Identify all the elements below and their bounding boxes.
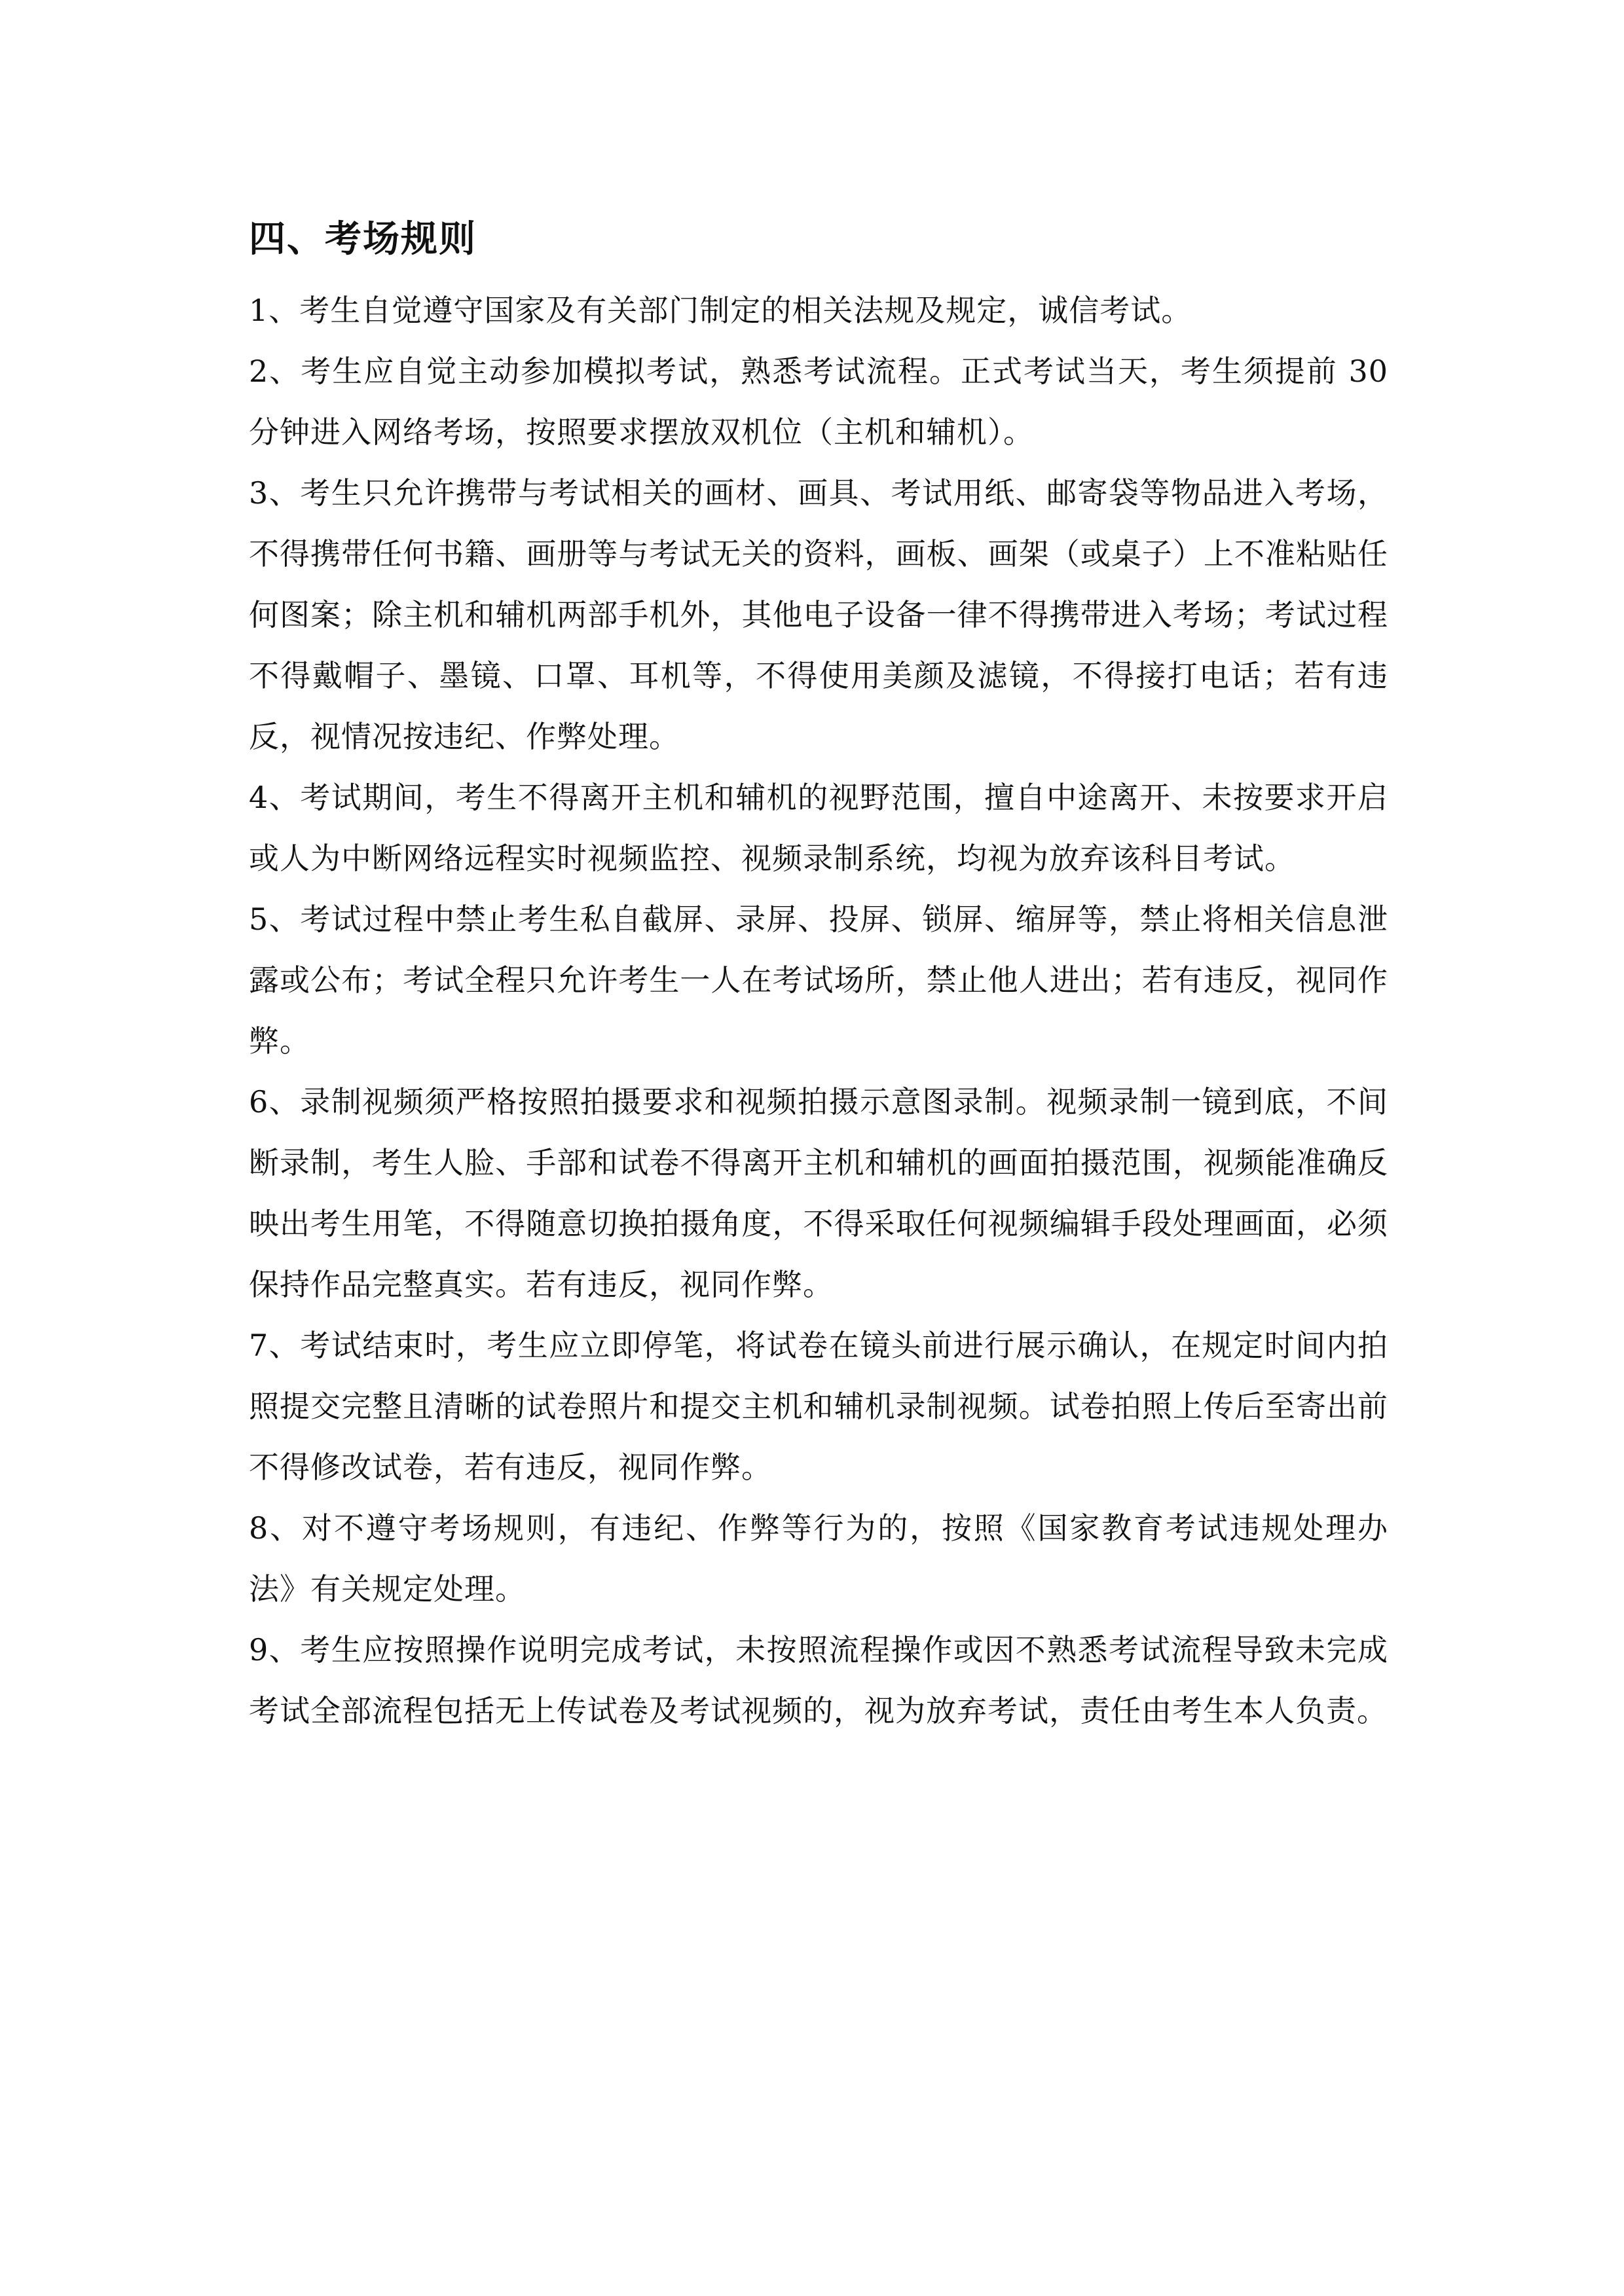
document-body	[249, 210, 1388, 1741]
rule-item-2: 2、考生应自觉主动参加模拟考试，熟悉考试流程。正式考试当天，考生须提前 30分钟进入网络考场，按照要求摆放双机位（主机和辅机）。	[249, 354, 1388, 450]
rule-item-1: 1、考生自觉遵守国家及有关部门制定的相关法规及规定，诚信考试。	[249, 293, 1192, 328]
rule-item-8: 8、对不遵守考场规则，有违纪、作弊等行为的，按照《国家教育考试违规处理办法》有关规定处理。	[249, 1510, 1388, 1607]
rule-item-6: 6、录制视频须严格按照拍摄要求和视频拍摄示意图录制。视频录制一镜到底，不间断录制，考生人脸、手部和试卷不得离开主机和辅机的画面拍摄范围，视频能准确反映出考生用笔，不得随意切换拍摄角度，不得采取任何视频编辑手段处理画面，必须保持作品完整真实。若有违反，视同作弊。	[249, 1084, 1388, 1302]
rule-item-9: 9、考生应按照操作说明完成考试，未按照流程操作或因不熟悉考试流程导致未完成考试全部流程包括无上传试卷及考试视频的，视为放弃考试，责任由考生本人负责。	[249, 1632, 1388, 1728]
rule-item-4: 4、考试期间，考生不得离开主机和辅机的视野范围，擅自中途离开、未按要求开启或人为中断网络远程实时视频监控、视频录制系统，均视为放弃该科目考试。	[249, 780, 1388, 876]
section-heading: 四、考场规则	[249, 217, 477, 261]
rule-item-5: 5、考试过程中禁止考生私自截屏、录屏、投屏、锁屏、缩屏等，禁止将相关信息泄露或公布；考试全程只允许考生一人在考试场所，禁止他人进出；若有违反，视同作弊。	[249, 902, 1388, 1059]
rule-item-3: 3、考生只允许携带与考试相关的画材、画具、考试用纸、邮寄袋等物品进入考场，不得携带任何书籍、画册等与考试无关的资料，画板、画架（或桌子）上不准粘贴任何图案；除主机和辅机两部手机外，其他电子设备一律不得携带进入考场；考试过程不得戴帽子、墨镜、口罩、耳机等，不得使用美颜及滤镜，不得接打电话；若有违反，视情况按违纪、作弊处理。	[249, 475, 1388, 754]
rule-item-7: 7、考试结束时，考生应立即停笔，将试卷在镜头前进行展示确认，在规定时间内拍照提交完整且清晰的试卷照片和提交主机和辅机录制视频。试卷拍照上传后至寄出前不得修改试卷，若有违反，视同作弊。	[249, 1328, 1388, 1485]
